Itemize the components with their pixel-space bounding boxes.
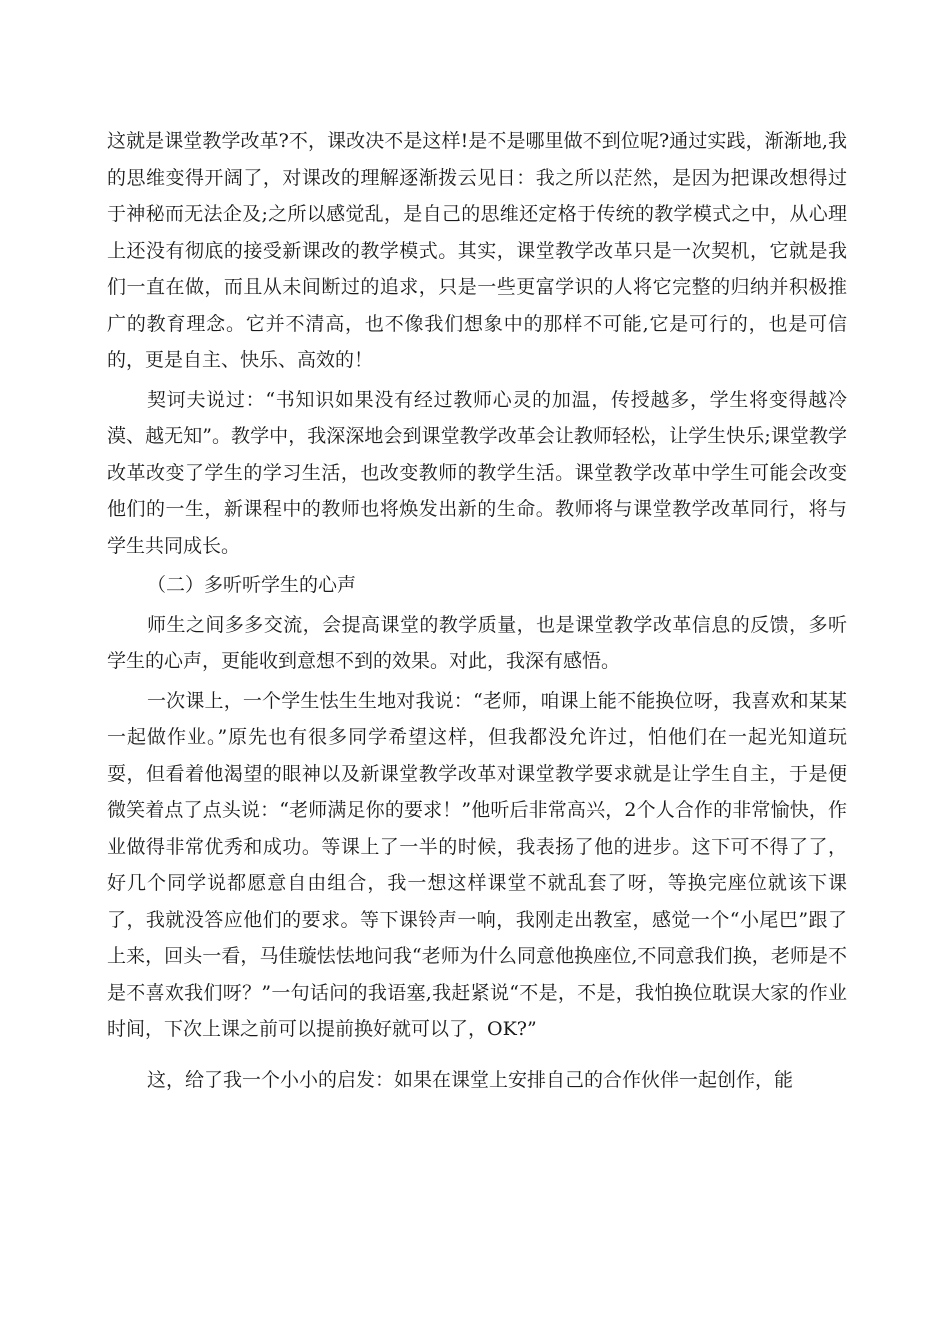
paragraph-chekhov-quote: 契诃夫说过：“书知识如果没有经过教师心灵的加温，传授越多，学生将变得越冷漠、越无知”。教学中，我深深地会到课堂教学改革会让教师轻松，让学生快乐;课堂教学改革改变了学生的学习生活，也改变教师的教学生活。课堂教学改革中学生可能会改变他们的一生，新课程中的教师也将焕发出新的生命。教师将与课堂教学改革同行，将与学生共同成长。 bbox=[107, 388, 847, 557]
section-heading: （二）多听听学生的心声 bbox=[147, 574, 357, 596]
document-body bbox=[107, 123, 847, 1098]
paragraph-reform-reflection: 这就是课堂教学改革?不，课改决不是这样!是不是哪里做不到位呢?通过实践，渐渐地,我的思维变得开阔了，对课改的理解逐渐拨云见日：我之所以茫然，是因为把课改想得过于神秘而无法企及;之所以感觉乱，是自己的思维还定格于传统的教学模式之中，从心理上还没有彻底的接受新课改的教学模式。其实，课堂教学改革只是一次契机，它就是我们一直在做，而且从未间断过的追求，只是一些更富学识的人将它完整的归纳并积极推广的教育理念。它并不清高，也不像我们想象中的那样不可能,它是可行的，也是可信的，更是自主、快乐、高效的！ bbox=[107, 130, 847, 371]
paragraph-inspiration: 这，给了我一个小小的启发：如果在课堂上安排自己的合作伙伴一起创作，能 bbox=[147, 1068, 794, 1091]
paragraph-story: 一次课上，一个学生怯生生地对我说：“老师，咱课上能不能换位呀，我喜欢和某某一起做作业。”原先也有很多同学希望这样，但我都没允许过，怕他们在一起光知道玩耍，但看着他渴望的眼神以及新课堂教学改革对课堂教学要求就是让学生自主，于是便微笑着点了点头说：“老师满足你的要求！”他听后非常高兴，2个人合作的非常愉快，作业做得非常优秀和成功。等课上了一半的时候，我表扬了他的进步。这下可不得了了，好几个同学说都愿意自由组合，我一想这样课堂不就乱套了呀，等换完座位就该下课了，我就没答应他们的要求。等下课铃声一响，我刚走出教室，感觉一个“小尾巴”跟了上来，回头一看，马佳璇怯怯地问我“老师为什么同意他换座位,不同意我们换，老师是不是不喜欢我们呀？”一句话问的我语塞,我赶紧说“不是，不是，我怕换位耽误大家的作业时间，下次上课之前可以提前换好就可以了，OK?” bbox=[107, 689, 847, 1040]
paragraph-communication: 师生之间多多交流，会提高课堂的教学质量，也是课堂教学改革信息的反馈，多听学生的心声，更能收到意想不到的效果。对此，我深有感悟。 bbox=[107, 613, 847, 672]
